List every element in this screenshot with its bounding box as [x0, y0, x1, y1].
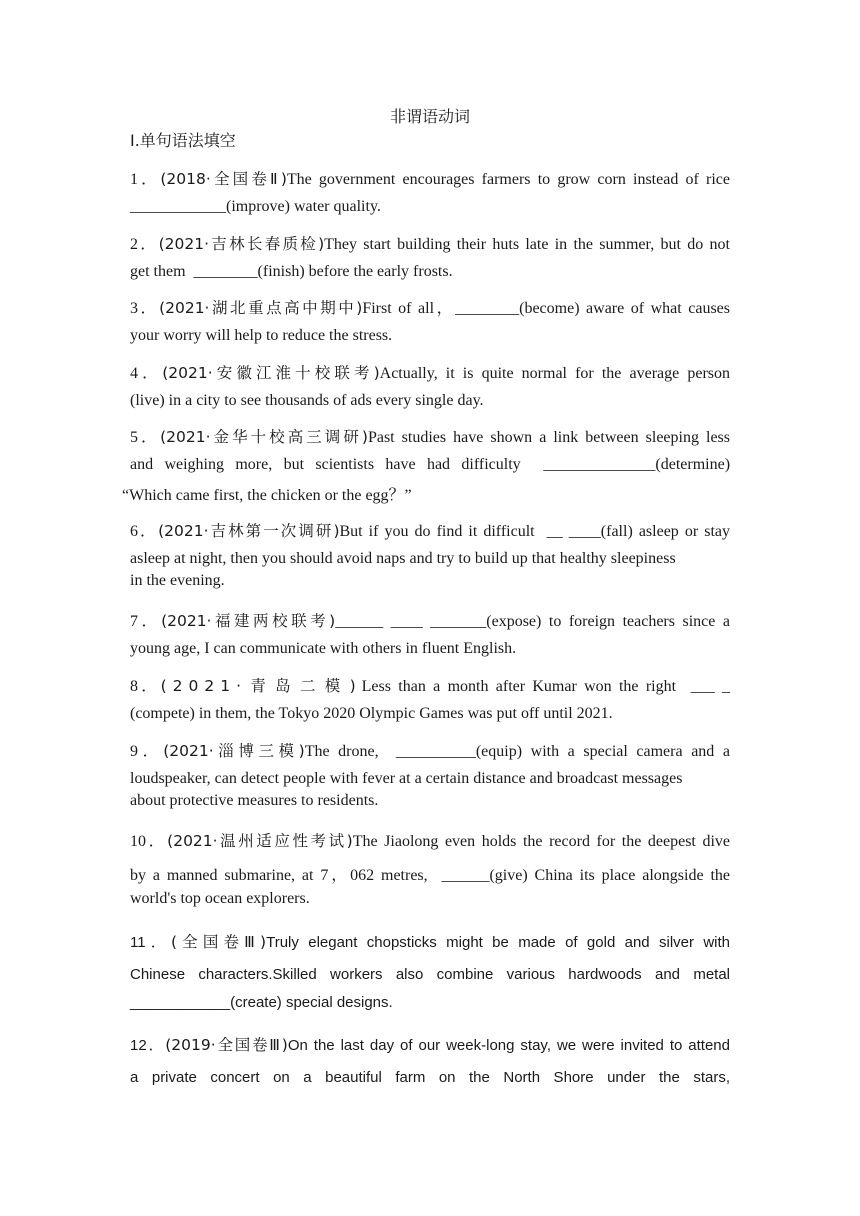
- answer-blank[interactable]: ______ ____ _______: [335, 613, 487, 630]
- question-5: 5．(2021·金华十校高三调研)Past studies have shown a link between sleeping less and weighing more, but scientists have had difficulty ______________(determine) “Which came first, the chicken or the egg？”: [122, 428, 731, 504]
- question-source: (2021·吉林第一次调研): [158, 522, 340, 540]
- section-heading: Ⅰ.单句语法填空: [130, 131, 236, 150]
- question-9: 9．(2021·淄博三模)The drone, __________(equip) with a special camera and a loudspeaker, can detect people with fever at a certain distance and broadcast messages about protective measures to residents.: [130, 742, 730, 809]
- question-source: (2021·福建两校联考): [161, 612, 336, 630]
- answer-blank[interactable]: ____________: [130, 198, 226, 215]
- question-source: (2021·安徽江淮十校联考): [162, 364, 380, 382]
- question-11: 11．(全国卷Ⅲ)Truly elegant chopsticks might be made of gold and silver with Chinese characters.Skilled workers also combine various hardwoods and metal ____________(create) special designs.: [130, 933, 731, 1011]
- question-7: 7．(2021·福建两校联考)______ ____ _______(expose) to foreign teachers since a young age, I can communicate with others in fluent English.: [130, 612, 731, 657]
- answer-blank[interactable]: __________: [395, 743, 476, 760]
- question-4: 4．(2021·安徽江淮十校联考)Actually, it is quite normal for the average person (live) in a city to see thousands of ads every single day.: [130, 364, 730, 409]
- answer-blank[interactable]: ___ _: [690, 678, 730, 695]
- answer-blank[interactable]: ________: [455, 300, 520, 317]
- question-6: 6．(2021·吉林第一次调研)But if you do find it difficult __ ____(fall) asleep or stay asleep at night, then you should avoid naps and try to build up that healthy sleepiness in the evening.: [130, 522, 731, 589]
- answer-blank[interactable]: ______: [441, 867, 490, 884]
- question-source: (2019·全国卷Ⅲ): [165, 1036, 288, 1054]
- question-source: (2021·吉林长春质检): [158, 235, 325, 253]
- question-10: 10．(2021·温州适应性考试)The Jiaolong even holds the record for the deepest dive by a manned submarine, at 7，062 metres, ______(give) China its place alongside the world's top ocean explorers.: [130, 832, 731, 907]
- question-1: 1．(2018·全国卷Ⅱ)The government encourages farmers to grow corn instead of rice ____________(improve) water quality.: [130, 170, 730, 215]
- question-source: (2021·金华十校高三调研): [160, 428, 368, 446]
- answer-blank[interactable]: ________: [193, 263, 258, 280]
- page-title: 非谓语动词: [389, 107, 470, 126]
- question-source: (2021·青岛二模): [160, 677, 362, 695]
- answer-blank[interactable]: ____________: [130, 994, 231, 1011]
- question-source: (2018·全国卷Ⅱ): [160, 170, 287, 188]
- answer-blank[interactable]: __ ____: [546, 523, 601, 540]
- question-3: 3．(2021·湖北重点高中期中)First of all，________(become) aware of what causes your worry will help to reduce the stress.: [130, 299, 731, 344]
- question-source: (2021·湖北重点高中期中): [159, 299, 363, 317]
- question-source: (2021·淄博三模): [163, 742, 305, 760]
- question-8: 8．(2021·青岛二模)Less than a month after Kumar won the right ___ _ (compete) in them, the Tokyo 2020 Olympic Games was put off until 2021.: [130, 677, 730, 722]
- question-2: 2．(2021·吉林长春质检)They start building their huts late in the summer, but do not get them ________(finish) before the early frosts.: [130, 235, 730, 280]
- answer-blank[interactable]: ______________: [543, 456, 656, 473]
- question-source: (2021·温州适应性考试): [167, 832, 353, 850]
- question-source: (全国卷Ⅲ): [170, 933, 267, 951]
- question-12: 12．(2019·全国卷Ⅲ)On the last day of our week-long stay, we were invited to attend a private concert on a beautiful farm on the North Shore under the stars,: [130, 1036, 730, 1086]
